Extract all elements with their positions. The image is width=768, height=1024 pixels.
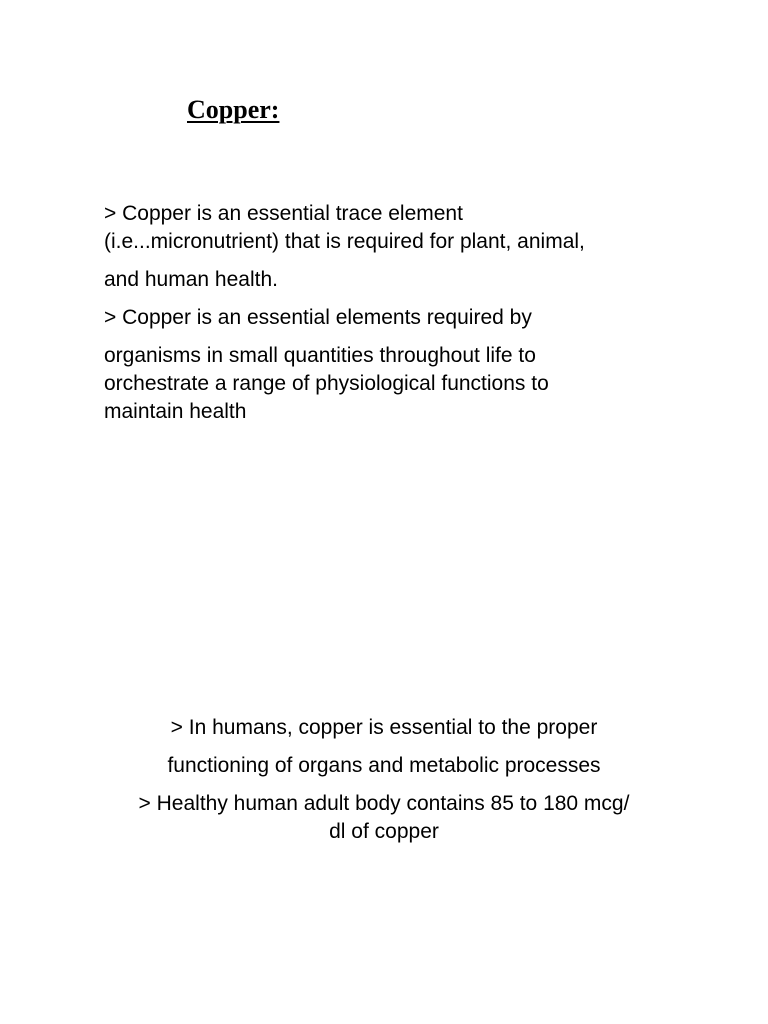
text-line: and human health. bbox=[104, 268, 278, 291]
text-line: (i.e...micronutrient) that is required for plant, animal, bbox=[104, 230, 585, 253]
text-line: > Copper is an essential elements required by bbox=[104, 306, 532, 329]
text-line: dl of copper bbox=[329, 820, 439, 843]
text-line: > In humans, copper is essential to the proper bbox=[170, 716, 598, 739]
text-line: maintain health bbox=[104, 400, 247, 423]
text-line: orchestrate a range of physiological functions to bbox=[104, 372, 549, 395]
text-line: functioning of organs and metabolic processes bbox=[167, 754, 601, 777]
text-line: > Healthy human adult body contains 85 to 180 mcg/ bbox=[138, 792, 630, 815]
text-line: > Copper is an essential trace element bbox=[104, 202, 463, 225]
text-line: organisms in small quantities throughout life to bbox=[104, 344, 536, 367]
document-title: Copper: bbox=[187, 95, 280, 124]
